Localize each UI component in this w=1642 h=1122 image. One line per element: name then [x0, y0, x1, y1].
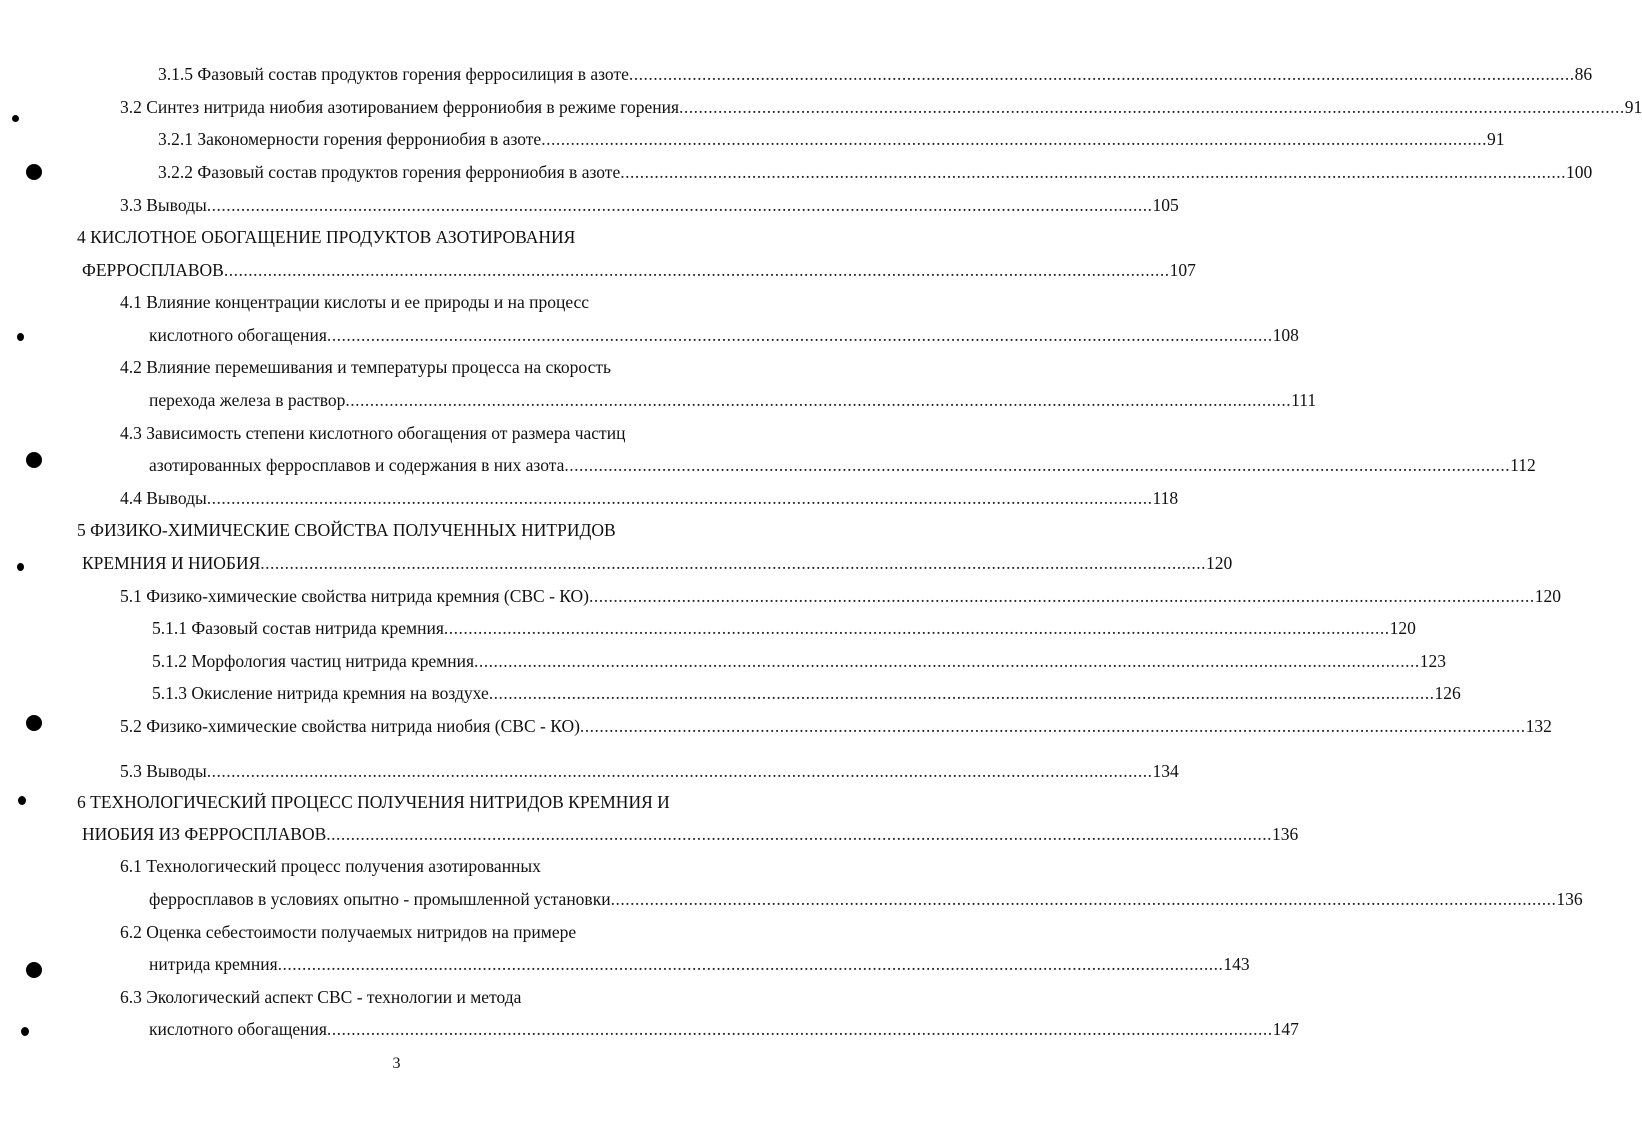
- toc-entry-label: 5 ФИЗИКО-ХИМИЧЕСКИЕ СВОЙСТВА ПОЛУЧЕННЫХ НИТРИДОВ: [77, 520, 616, 540]
- toc-entry: [158, 128, 1505, 150]
- toc-entry-label: 4.1 Влияние концентрации кислоты и ее природы и на процесс: [120, 292, 590, 312]
- toc-entry: [120, 760, 1179, 782]
- toc-entry: [149, 888, 1583, 910]
- toc-entry: [149, 389, 1317, 411]
- toc-entry: [152, 617, 1416, 639]
- toc-entry-page: 112: [1510, 455, 1536, 475]
- toc-entry: [158, 161, 1593, 183]
- toc-entry-label: 5.1 Физико-химические свойства нитрида кремния (СВС - КО): [120, 586, 589, 606]
- toc-heading: [120, 855, 753, 877]
- toc-entry-page: 132: [1525, 716, 1552, 736]
- toc-leader-dots: ..................................................................................................................................................................................................: [564, 455, 1511, 475]
- toc-entry-label: 4.4 Выводы: [120, 488, 207, 508]
- toc-entry-page: 134: [1152, 761, 1179, 781]
- toc-heading: [120, 921, 753, 943]
- toc-entry-label: 5.1.2 Морфология частиц нитрида кремния: [152, 651, 475, 671]
- toc-entry-label: 5.1.3 Окисление нитрида кремния на воздухе: [152, 683, 489, 703]
- toc-leader-dots: ..................................................................................................................................................................................................: [326, 1019, 1273, 1039]
- toc-heading: [120, 986, 753, 1008]
- toc-entry-label: 5.2 Физико-химические свойства нитрида ниобия (СВС - КО): [120, 716, 580, 736]
- toc-entry-label: нитрида кремния: [149, 954, 278, 974]
- toc-heading: [77, 226, 753, 248]
- toc-entry-page: 143: [1223, 954, 1250, 974]
- toc-leader-dots: ..................................................................................................................................................................................................: [628, 64, 1575, 84]
- toc-leader-dots: ..................................................................................................................................................................................................: [260, 553, 1207, 573]
- binder-hole: [21, 1027, 29, 1036]
- toc-leader-dots: ..................................................................................................................................................................................................: [326, 824, 1273, 844]
- toc-leader-dots: ..................................................................................................................................................................................................: [206, 195, 1153, 215]
- binder-hole: [17, 563, 24, 571]
- toc-entry-label: 6.3 Экологический аспект СВС - технологии и метода: [120, 987, 522, 1007]
- toc-entry-page: 120: [1206, 553, 1233, 573]
- toc-heading: [120, 291, 753, 313]
- toc-entry-page: 120: [1534, 586, 1561, 606]
- toc-entry-page: 91: [1624, 97, 1642, 117]
- toc-entry: [120, 487, 1179, 509]
- toc-entry-label: 3.3 Выводы: [120, 195, 207, 215]
- toc-entry-label: 6 ТЕХНОЛОГИЧЕСКИЙ ПРОЦЕСС ПОЛУЧЕНИЯ НИТРИДОВ КРЕМНИЯ И: [77, 792, 670, 812]
- toc-entry: [82, 823, 1299, 845]
- toc-entry-label: НИОБИЯ ИЗ ФЕРРОСПЛАВОВ: [82, 824, 327, 844]
- toc-entry-page: 100: [1565, 162, 1593, 182]
- toc-entry-label: 3.1.5 Фазовый состав продуктов горения ферросилиция в азоте: [158, 64, 629, 84]
- toc-entry-page: 147: [1272, 1019, 1299, 1039]
- toc-entry-label: ферросплавов в условиях опытно - промышленной установки: [149, 889, 611, 909]
- toc-leader-dots: ..................................................................................................................................................................................................: [589, 586, 1535, 606]
- toc-entry: [82, 552, 1233, 574]
- toc-leader-dots: ..................................................................................................................................................................................................: [620, 162, 1566, 182]
- toc-entry: [120, 96, 1642, 118]
- toc-leader-dots: ..................................................................................................................................................................................................: [277, 954, 1224, 974]
- binder-hole: [26, 452, 42, 468]
- toc-entry-label: кислотного обогащения: [149, 325, 327, 345]
- toc-leader-dots: ..................................................................................................................................................................................................: [326, 325, 1273, 345]
- toc-entry-label: 6.1 Технологический процесс получения азотированных: [120, 856, 541, 876]
- toc-entry-page: 111: [1291, 390, 1317, 410]
- toc-entry: [82, 259, 1196, 281]
- toc-leader-dots: ..................................................................................................................................................................................................: [474, 651, 1420, 671]
- toc-leader-dots: ..................................................................................................................................................................................................: [206, 488, 1153, 508]
- binder-hole: [26, 962, 42, 978]
- toc-entry-label: КРЕМНИЯ И НИОБИЯ: [82, 553, 261, 573]
- toc-entry-page: 91: [1486, 129, 1505, 149]
- toc-entry: [120, 585, 1561, 607]
- toc-entry: [149, 324, 1299, 346]
- toc-entry-label: 4.2 Влияние перемешивания и температуры процесса на скорость: [120, 357, 611, 377]
- toc-entry: [120, 194, 1179, 216]
- binder-hole: [18, 796, 26, 805]
- toc-heading: [77, 519, 753, 541]
- toc-entry-label: 5.1.1 Фазовый состав нитрида кремния: [152, 618, 444, 638]
- toc-heading: [120, 356, 753, 378]
- toc-entry-page: 105: [1152, 195, 1179, 215]
- toc-entry-label: ФЕРРОСПЛАВОВ: [82, 260, 224, 280]
- toc-leader-dots: ..................................................................................................................................................................................................: [443, 618, 1390, 638]
- toc-entry: [152, 650, 1447, 672]
- toc-leader-dots: ..................................................................................................................................................................................................: [345, 390, 1292, 410]
- toc-leader-dots: ..................................................................................................................................................................................................: [610, 889, 1557, 909]
- toc-leader-dots: ..................................................................................................................................................................................................: [679, 97, 1625, 117]
- toc-entry-page: 136: [1556, 889, 1583, 909]
- toc-heading: [120, 422, 753, 444]
- toc-leader-dots: ..................................................................................................................................................................................................: [488, 683, 1435, 703]
- toc-entry-page: 86: [1574, 64, 1593, 84]
- page-number: 3: [392, 1055, 401, 1072]
- toc-leader-dots: ..................................................................................................................................................................................................: [579, 716, 1526, 736]
- toc-entry-page: 123: [1419, 651, 1447, 671]
- toc-entry-label: азотированных ферросплавов и содержания в них азота: [149, 455, 565, 475]
- toc-entry-label: 3.2.2 Фазовый состав продуктов горения феррониобия в азоте: [158, 162, 621, 182]
- toc-entry: [158, 63, 1593, 85]
- toc-entry: [149, 454, 1536, 476]
- toc-entry-page: 108: [1272, 325, 1299, 345]
- toc-leader-dots: ..................................................................................................................................................................................................: [206, 761, 1153, 781]
- toc-entry: [149, 953, 1250, 975]
- toc-entry: [120, 715, 1552, 737]
- binder-hole: [26, 715, 42, 731]
- binder-hole: [12, 115, 19, 122]
- toc-entry-page: 136: [1272, 824, 1299, 844]
- toc-entry-label: 3.2.1 Закономерности горения феррониобия в азоте: [158, 129, 542, 149]
- toc-entry-label: 4.3 Зависимость степени кислотного обогащения от размера частиц: [120, 423, 626, 443]
- toc-entry-label: 4 КИСЛОТНОЕ ОБОГАЩЕНИЕ ПРОДУКТОВ АЗОТИРОВАНИЯ: [77, 227, 576, 247]
- toc-entry-label: 5.3 Выводы: [120, 761, 207, 781]
- toc-entry-label: перехода железа в раствор: [149, 390, 346, 410]
- binder-hole: [17, 333, 24, 341]
- toc-entry-label: 6.2 Оценка себестоимости получаемых нитридов на примере: [120, 922, 577, 942]
- toc-entry-page: 126: [1434, 683, 1461, 703]
- toc-heading: [77, 791, 753, 813]
- toc-leader-dots: ..................................................................................................................................................................................................: [223, 260, 1170, 280]
- toc-leader-dots: ..................................................................................................................................................................................................: [541, 129, 1487, 149]
- toc-entry: [152, 682, 1461, 704]
- toc-entry: [149, 1018, 1299, 1040]
- binder-hole: [26, 164, 42, 180]
- toc-entry-page: 118: [1152, 488, 1179, 508]
- toc-entry-label: 3.2 Синтез нитрида ниобия азотированием феррониобия в режиме горения: [120, 97, 680, 117]
- toc-entry-page: 107: [1169, 260, 1196, 280]
- toc-entry-label: кислотного обогащения: [149, 1019, 327, 1039]
- toc-entry-page: 120: [1389, 618, 1416, 638]
